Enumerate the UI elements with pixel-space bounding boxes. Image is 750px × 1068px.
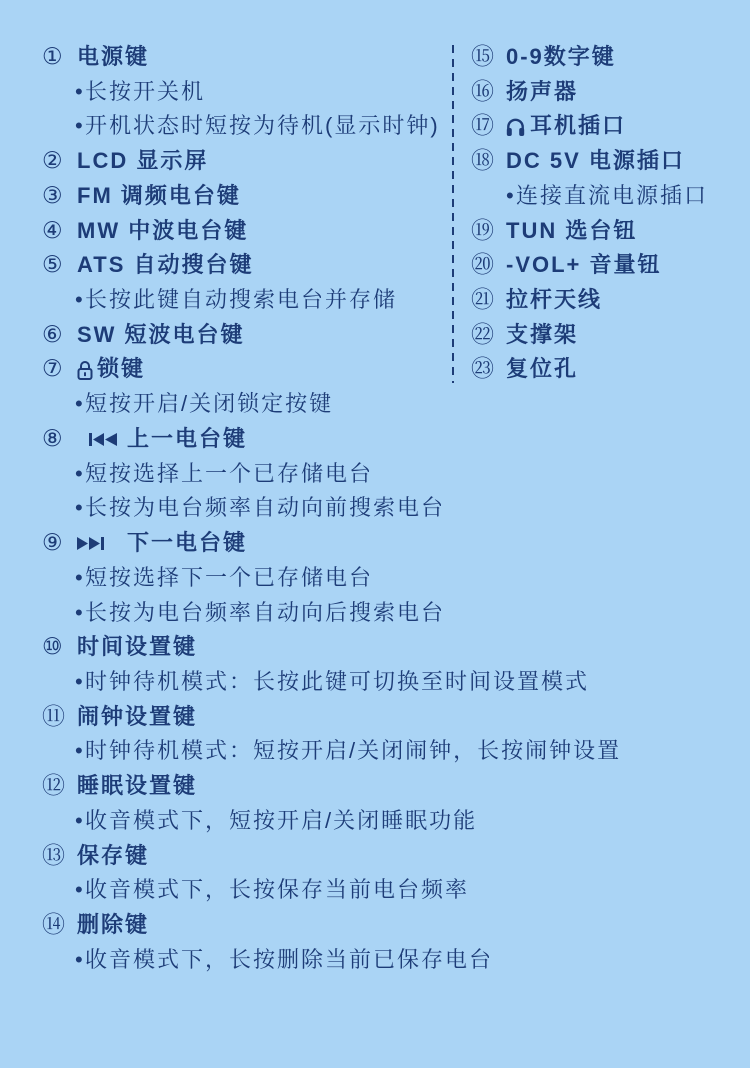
item-number: ㉓ [471, 356, 494, 383]
item-number: ② [42, 148, 63, 175]
item-title: 支撑架 [506, 321, 579, 347]
item-number: ③ [42, 182, 63, 209]
item-title: 保存键 [77, 842, 150, 868]
item-number: ⑥ [42, 321, 63, 348]
item-previous-station-key [42, 422, 621, 457]
item-number: ⑱ [471, 148, 494, 175]
previous-track-icon [89, 433, 118, 446]
item-note: • 收音模式下，长按删除当前已保存电台 [42, 943, 621, 978]
item-note: • 长按此键自动搜索电台并存储 [42, 283, 621, 318]
item-title: 下一电台键 [127, 530, 248, 556]
item-note: • 长按开关机 [42, 75, 621, 110]
item-note: • 时钟待机模式：长按此键可切换至时间设置模式 [42, 665, 621, 700]
item-title: LCD 显示屏 [77, 148, 209, 174]
item-telescopic-antenna [471, 283, 708, 318]
item-number: ① [42, 44, 63, 70]
item-dc-power-jack [471, 144, 708, 179]
right-column [471, 40, 708, 387]
headphones-icon [506, 118, 525, 136]
item-note: • 长按为电台频率自动向后搜索电台 [42, 596, 621, 631]
item-title: MW 中波电台键 [77, 217, 249, 243]
item-next-station-key [42, 526, 621, 561]
item-volume-knob [471, 248, 708, 283]
item-title: 上一电台键 [127, 425, 248, 451]
item-note: • 短按选择下一个已存储电台 [42, 561, 621, 596]
item-reset-hole [471, 352, 708, 387]
item-title: 拉杆天线 [506, 287, 603, 313]
item-number: ㉒ [471, 321, 494, 348]
item-title: -VOL+ 音量钮 [506, 252, 662, 278]
item-number: ⑦ [42, 356, 63, 383]
item-title: 睡眠设置键 [77, 773, 198, 799]
item-number: ⑮ [471, 44, 494, 70]
item-note: • 收音模式下，短按开启/关闭睡眠功能 [42, 804, 621, 839]
item-sleep-setting-key [42, 769, 621, 804]
item-number: ⑫ [42, 773, 65, 800]
item-note: • 短按选择上一个已存储电台 [42, 457, 621, 492]
next-track-icon [77, 537, 104, 550]
item-headphone-jack [471, 109, 708, 144]
item-title: 0-9数字键 [506, 44, 616, 69]
item-number: ⑨ [42, 530, 63, 557]
item-title: 电源键 [77, 44, 150, 69]
item-title: 扬声器 [506, 78, 579, 104]
item-number: ㉑ [471, 287, 494, 314]
item-note: • 收音模式下，长按保存当前电台频率 [42, 873, 621, 908]
item-number: ⑩ [42, 634, 63, 661]
item-title: 闹钟设置键 [77, 703, 198, 729]
item-note: • 长按为电台频率自动向前搜索电台 [42, 491, 621, 526]
item-alarm-setting-key [42, 700, 621, 735]
item-number: ⑲ [471, 217, 494, 244]
item-save-key [42, 839, 621, 874]
item-title: DC 5V 电源插口 [506, 148, 685, 174]
column-divider [451, 45, 455, 383]
item-number: ⑯ [471, 78, 494, 105]
item-title: SW 短波电台键 [77, 321, 245, 347]
item-title: TUN 选台钮 [506, 217, 638, 243]
item-number: ⑳ [471, 252, 494, 279]
lock-icon [77, 360, 93, 380]
item-number: ⑭ [42, 911, 65, 938]
item-title: ATS 自动搜台键 [77, 252, 254, 278]
item-speaker [471, 75, 708, 110]
item-note: • 连接直流电源插口 [471, 179, 708, 214]
item-title: FM 调频电台键 [77, 182, 241, 208]
item-number: ⑪ [42, 703, 65, 730]
item-number: ⑬ [42, 842, 65, 869]
item-title: 锁键 [97, 356, 146, 382]
item-number: ④ [42, 217, 63, 244]
item-number: ⑧ [42, 425, 63, 452]
item-title: 复位孔 [506, 356, 579, 382]
item-delete-key [42, 908, 621, 943]
item-tuning-knob [471, 214, 708, 249]
item-title: 时间设置键 [77, 634, 198, 660]
item-note: • 短按开启/关闭锁定按键 [42, 387, 621, 422]
item-time-setting-key [42, 630, 621, 665]
item-number-keys [471, 40, 708, 75]
item-number: ⑰ [471, 113, 494, 140]
item-note: • 开机状态时短按为待机(显示时钟) [42, 109, 621, 144]
item-title: 删除键 [77, 911, 150, 937]
item-stand [471, 318, 708, 353]
item-number: ⑤ [42, 252, 63, 279]
item-title: 耳机插口 [530, 113, 627, 139]
item-note: • 时钟待机模式：短按开启/关闭闹钟，长按闹钟设置 [42, 734, 621, 769]
